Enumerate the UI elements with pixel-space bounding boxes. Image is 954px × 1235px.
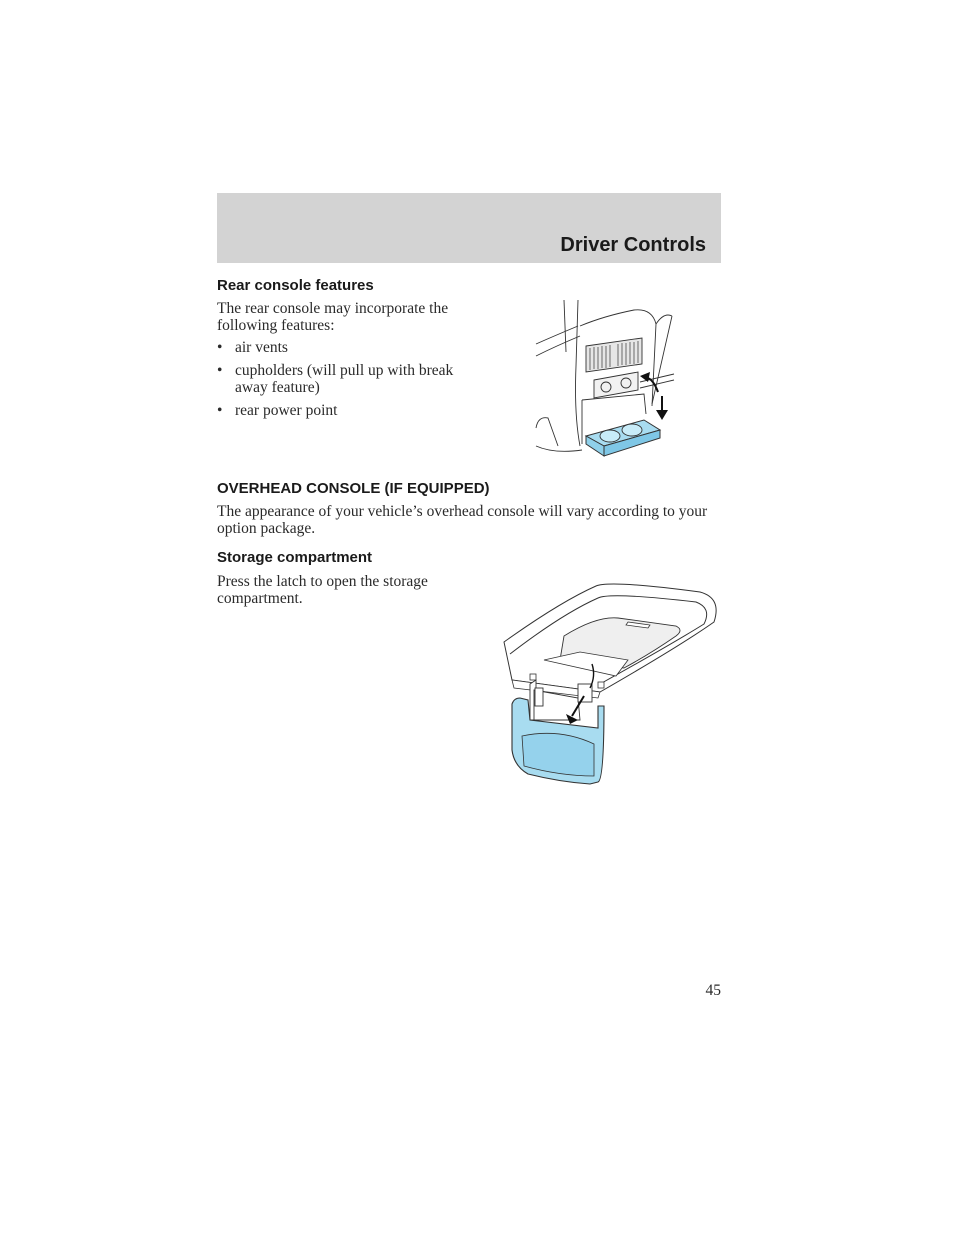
storage-compartment-heading: Storage compartment xyxy=(217,549,373,566)
rear-console-intro: The rear console may incorporate the following features: xyxy=(217,300,449,334)
section-header-band xyxy=(217,193,721,263)
rear-console-illustration xyxy=(534,296,684,464)
list-item xyxy=(217,339,477,356)
bullet: • xyxy=(217,339,223,356)
rear-console-feature-list xyxy=(217,339,477,425)
overhead-console-text: The appearance of your vehicle’s overhead console will vary according to your option package. xyxy=(217,503,708,537)
bullet: • xyxy=(217,402,223,419)
storage-compartment-text: Press the latch to open the storage compartment. xyxy=(217,573,428,607)
list-item xyxy=(217,362,477,396)
feature-rear-power-point: rear power point xyxy=(235,402,338,419)
feature-cupholders: cupholders (will pull up with break away feature) xyxy=(235,362,454,396)
bullet: • xyxy=(217,362,223,379)
page-number: 45 xyxy=(705,982,721,999)
overhead-console-heading: OVERHEAD CONSOLE (IF EQUIPPED) xyxy=(217,480,490,497)
feature-air-vents: air vents xyxy=(235,339,288,356)
overhead-console-illustration xyxy=(500,580,722,788)
list-item xyxy=(217,402,477,419)
section-title: Driver Controls xyxy=(560,234,706,256)
rear-console-heading: Rear console features xyxy=(217,277,374,294)
